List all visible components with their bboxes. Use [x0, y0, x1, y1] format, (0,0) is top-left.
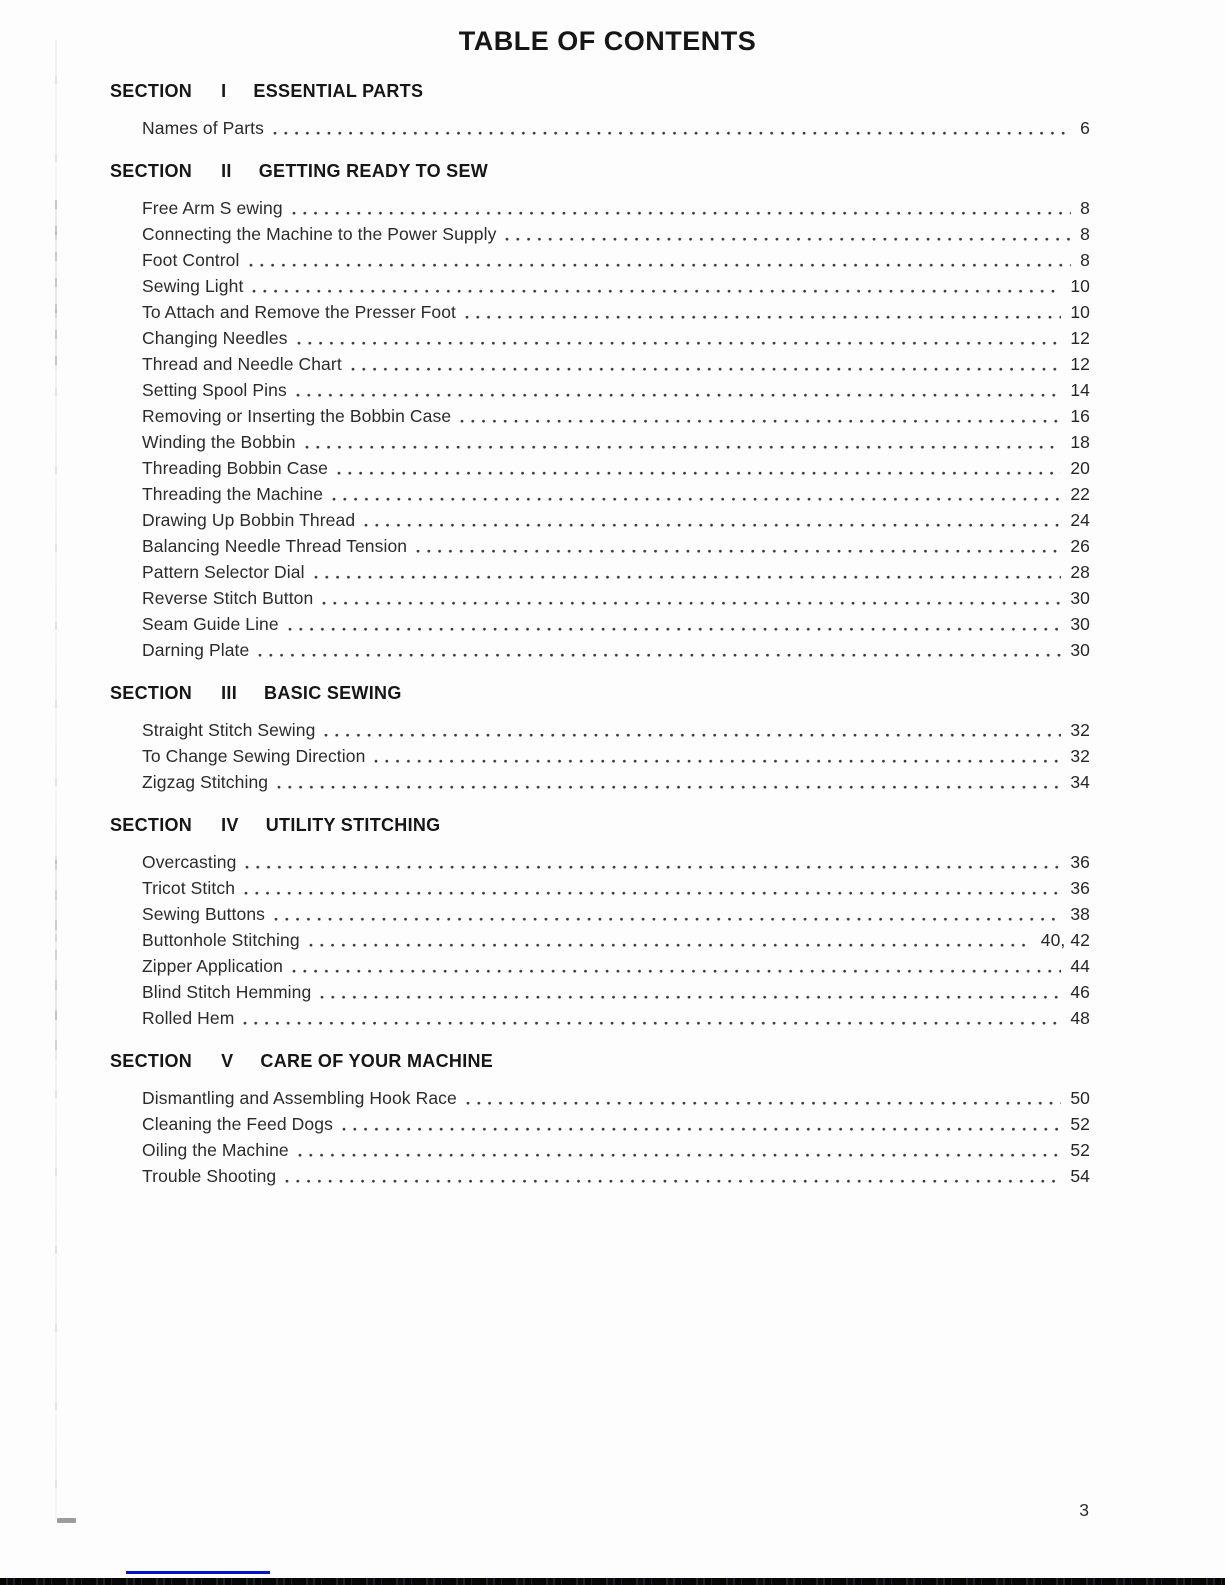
toc-entry-title: Rolled Hem: [142, 1008, 235, 1028]
section-label: SECTION: [110, 815, 193, 835]
scan-edge-dashes: [55, 860, 57, 1060]
toc-entry-page: 10: [1070, 276, 1090, 296]
dot-leader: [374, 759, 1061, 764]
dot-leader: [277, 785, 1061, 790]
dot-leader: [309, 943, 1032, 948]
toc-entry: [142, 507, 1090, 533]
toc-entry-title: Tricot Stitch: [142, 878, 236, 898]
toc-entry-page: 10: [1070, 302, 1090, 322]
toc-entry-page: 22: [1070, 484, 1090, 504]
section-heading-essential-parts: [0, 81, 1090, 101]
toc-entry-page: 24: [1070, 510, 1090, 530]
toc-entry-title: Thread and Needle Chart: [142, 354, 342, 374]
dot-leader: [273, 131, 1071, 136]
toc-entry-page: 52: [1070, 1114, 1090, 1134]
dot-leader: [292, 211, 1071, 216]
toc-entry-title: Threading Bobbin Case: [142, 458, 328, 478]
section-label: SECTION: [110, 81, 193, 101]
section-name: ESSENTIAL PARTS: [253, 81, 424, 101]
toc-entry-page: 48: [1070, 1008, 1090, 1028]
toc-entry-title: Straight Stitch Sewing: [142, 720, 316, 740]
toc-entry-title: Winding the Bobbin: [142, 432, 296, 452]
table-of-contents: [0, 81, 1090, 1189]
section-entries: [0, 717, 1090, 795]
toc-entry-title: Zigzag Stitching: [142, 772, 269, 792]
toc-entry: [142, 743, 1090, 769]
toc-entry: [142, 585, 1090, 611]
toc-entry: [142, 481, 1090, 507]
dot-leader: [288, 627, 1062, 632]
toc-entry-page: 44: [1070, 956, 1090, 976]
toc-entry-title: Overcasting: [142, 852, 237, 872]
toc-entry-page: 26: [1070, 536, 1090, 556]
toc-entry-title: Sewing Buttons: [142, 904, 266, 924]
dot-leader: [252, 289, 1061, 294]
dot-leader: [296, 393, 1062, 398]
toc-entry: [142, 1137, 1090, 1163]
toc-entry: [142, 559, 1090, 585]
toc-entry-title: Foot Control: [142, 250, 240, 270]
toc-entry: [142, 221, 1090, 247]
toc-entry-page: 30: [1070, 614, 1090, 634]
dot-leader: [249, 263, 1072, 268]
bottom-blue-line: [126, 1571, 270, 1574]
toc-entry: [142, 533, 1090, 559]
toc-entry-page: 14: [1070, 380, 1090, 400]
section-name: UTILITY STITCHING: [265, 815, 441, 835]
toc-entry-title: Free Arm S ewing: [142, 198, 283, 218]
toc-entry-title: Removing or Inserting the Bobbin Case: [142, 406, 452, 426]
scan-edge-dashes: [55, 200, 57, 370]
toc-entry-page: 12: [1070, 354, 1090, 374]
toc-entry: [142, 611, 1090, 637]
toc-entry-page: 38: [1070, 904, 1090, 924]
toc-entry-title: Drawing Up Bobbin Thread: [142, 510, 356, 530]
dot-leader: [314, 575, 1062, 580]
toc-entry: [142, 195, 1090, 221]
toc-entry: [142, 325, 1090, 351]
toc-entry: [142, 351, 1090, 377]
toc-entry: [142, 299, 1090, 325]
toc-entry-page: 46: [1070, 982, 1090, 1002]
toc-entry-page: 40, 42: [1040, 930, 1090, 950]
toc-entry-title: Trouble Shooting: [142, 1166, 277, 1186]
toc-entry: [142, 1163, 1090, 1189]
toc-entry-title: Connecting the Machine to the Power Supply: [142, 224, 497, 244]
dot-leader: [351, 367, 1062, 372]
section-numeral: I: [221, 81, 227, 101]
toc-entry-title: To Change Sewing Direction: [142, 746, 366, 766]
toc-entry: [142, 429, 1090, 455]
page-title: TABLE OF CONTENTS: [458, 26, 757, 56]
section-entries: [0, 849, 1090, 1031]
toc-entry-title: Blind Stitch Hemming: [142, 982, 312, 1002]
toc-entry-title: Oiling the Machine: [142, 1140, 289, 1160]
toc-entry-title: Setting Spool Pins: [142, 380, 287, 400]
dot-leader: [332, 497, 1061, 502]
dot-leader: [243, 1021, 1061, 1026]
section-heading-basic-sewing: [0, 683, 1090, 703]
toc-entry: [142, 979, 1090, 1005]
toc-entry-title: Dismantling and Assembling Hook Race: [142, 1088, 457, 1108]
toc-entry-page: 8: [1080, 224, 1090, 244]
toc-entry: [142, 637, 1090, 663]
toc-entry: [142, 953, 1090, 979]
section-numeral: III: [221, 683, 238, 703]
toc-entry: [142, 377, 1090, 403]
dot-leader: [322, 601, 1061, 606]
dot-leader: [285, 1179, 1061, 1184]
toc-entry-page: 16: [1070, 406, 1090, 426]
toc-entry: [142, 247, 1090, 273]
section-heading-utility-stitching: [0, 815, 1090, 835]
toc-entry: [142, 455, 1090, 481]
section-numeral: II: [221, 161, 232, 181]
toc-entry-title: Sewing Light: [142, 276, 244, 296]
toc-entry-page: 20: [1070, 458, 1090, 478]
section-entries: [0, 195, 1090, 663]
toc-entry-title: Threading the Machine: [142, 484, 324, 504]
toc-entry: [142, 769, 1090, 795]
section-name: BASIC SEWING: [264, 683, 402, 703]
toc-entry-title: Names of Parts: [142, 118, 264, 138]
dot-leader: [460, 419, 1061, 424]
toc-entry-title: Reverse Stitch Button: [142, 588, 314, 608]
dot-leader: [416, 549, 1061, 554]
toc-entry-page: 8: [1080, 250, 1090, 270]
dot-leader: [244, 891, 1061, 896]
toc-entry-page: 12: [1070, 328, 1090, 348]
section-numeral: V: [221, 1051, 234, 1071]
toc-entry-page: 18: [1070, 432, 1090, 452]
dot-leader: [305, 445, 1062, 450]
dot-leader: [245, 865, 1061, 870]
section-heading-getting-ready-to-sew: [0, 161, 1090, 181]
toc-entry-title: Changing Needles: [142, 328, 288, 348]
dot-leader: [466, 1101, 1061, 1106]
toc-entry-page: 34: [1070, 772, 1090, 792]
dot-leader: [292, 969, 1061, 974]
toc-entry-title: Balancing Needle Thread Tension: [142, 536, 408, 556]
toc-entry: [142, 403, 1090, 429]
toc-entry-title: Seam Guide Line: [142, 614, 279, 634]
toc-entry-title: To Attach and Remove the Presser Foot: [142, 302, 456, 322]
toc-entry-page: 36: [1070, 852, 1090, 872]
toc-entry-title: Pattern Selector Dial: [142, 562, 305, 582]
toc-entry-page: 6: [1080, 118, 1090, 138]
toc-entry-page: 32: [1070, 720, 1090, 740]
section-label: SECTION: [110, 683, 193, 703]
toc-entry: [142, 1005, 1090, 1031]
section-entries: [0, 1085, 1090, 1189]
dot-leader: [342, 1127, 1061, 1132]
dot-leader: [324, 733, 1061, 738]
toc-entry-title: Buttonhole Stitching: [142, 930, 300, 950]
toc-entry: [142, 1111, 1090, 1137]
section-heading-care-of-your-machine: [0, 1051, 1090, 1071]
toc-entry: [142, 927, 1090, 953]
dot-leader: [505, 237, 1071, 242]
page-number: 3: [1079, 1500, 1089, 1520]
section-label: SECTION: [110, 1051, 193, 1071]
toc-entry-title: Cleaning the Feed Dogs: [142, 1114, 333, 1134]
toc-entry: [142, 901, 1090, 927]
toc-entry-page: 30: [1070, 640, 1090, 660]
toc-entry: [142, 875, 1090, 901]
toc-entry: [142, 115, 1090, 141]
toc-entry: [142, 273, 1090, 299]
toc-entry-page: 32: [1070, 746, 1090, 766]
dot-leader: [258, 653, 1061, 658]
toc-entry-page: 54: [1070, 1166, 1090, 1186]
dot-leader: [465, 315, 1061, 320]
toc-entry-page: 36: [1070, 878, 1090, 898]
section-numeral: IV: [221, 815, 239, 835]
dot-leader: [274, 917, 1061, 922]
dot-leader: [298, 1153, 1062, 1158]
dot-leader: [320, 995, 1061, 1000]
toc-entry-page: 30: [1070, 588, 1090, 608]
toc-entry-title: Darning Plate: [142, 640, 250, 660]
toc-entry-page: 28: [1070, 562, 1090, 582]
toc-entry: [142, 717, 1090, 743]
scan-artifact-mark: [57, 1518, 76, 1523]
toc-entry: [142, 849, 1090, 875]
scan-bottom-edge: [0, 1578, 1225, 1585]
section-entries: [0, 115, 1090, 141]
section-name: GETTING READY TO SEW: [258, 161, 489, 181]
toc-entry-page: 50: [1070, 1088, 1090, 1108]
toc-entry-page: 8: [1080, 198, 1090, 218]
toc-entry-page: 52: [1070, 1140, 1090, 1160]
dot-leader: [364, 523, 1061, 528]
section-name: CARE OF YOUR MACHINE: [260, 1051, 494, 1071]
section-label: SECTION: [110, 161, 193, 181]
dot-leader: [337, 471, 1061, 476]
toc-entry-title: Zipper Application: [142, 956, 283, 976]
toc-entry: [142, 1085, 1090, 1111]
dot-leader: [297, 341, 1062, 346]
